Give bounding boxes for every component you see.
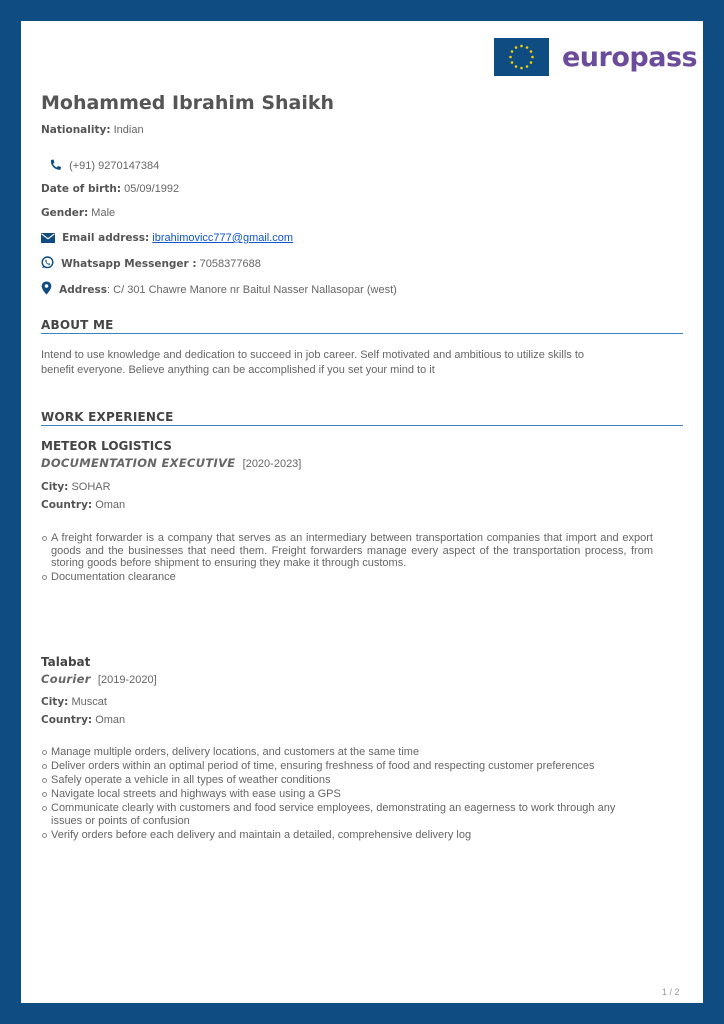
list-item: A freight forwarder is a company that serves as an intermediary between transportation companies that import and export goods and the businesses that need them. Freight forwarders manage every aspect of the transportation process, from storing goods before shipment to ensuring they make it through customs. bbox=[41, 532, 653, 570]
list-item: Manage multiple orders, delivery locations, and customers at the same time bbox=[41, 746, 626, 759]
country-label: Country: bbox=[41, 714, 93, 726]
work-heading: WORK EXPERIENCE bbox=[41, 410, 683, 426]
about-heading: ABOUT ME bbox=[41, 318, 683, 334]
gender-label: Gender: bbox=[41, 207, 89, 219]
gender-line bbox=[41, 207, 115, 219]
job-role bbox=[41, 456, 301, 470]
list-item: Communicate clearly with customers and food service employees, demonstrating an eagerness to work through any issues or points of confusion bbox=[41, 802, 626, 827]
gender-value: Male bbox=[91, 207, 116, 219]
europass-wordmark: europass bbox=[562, 41, 698, 73]
country-label: Country: bbox=[41, 499, 93, 511]
job-dates: [2020-2023] bbox=[242, 458, 302, 470]
job-role bbox=[41, 672, 157, 686]
whatsapp-line bbox=[41, 256, 261, 272]
list-item: Verify orders before each delivery and maintain a detailed, comprehensive delivery log bbox=[41, 829, 626, 842]
eu-flag-icon bbox=[494, 38, 549, 76]
job-title: DOCUMENTATION EXECUTIVE bbox=[41, 456, 236, 470]
email-link[interactable]: ibrahimovicc777@gmail.com bbox=[152, 232, 294, 244]
job-duties-list bbox=[41, 532, 653, 585]
job-country-line bbox=[41, 714, 125, 726]
page-number: 1 / 2 bbox=[662, 987, 680, 997]
europass-logo bbox=[494, 38, 697, 76]
email-line bbox=[41, 232, 293, 246]
job-city-line bbox=[41, 696, 107, 708]
list-item: Safely operate a vehicle in all types of weather conditions bbox=[41, 774, 626, 787]
job-duties-list bbox=[41, 746, 626, 843]
city-value: Muscat bbox=[71, 696, 107, 708]
address-label: Address bbox=[59, 284, 108, 296]
about-text bbox=[41, 348, 681, 378]
whatsapp-label: Whatsapp Messenger : bbox=[61, 258, 197, 270]
phone-value: (+91) 9270147384 bbox=[69, 160, 160, 172]
job-country-line bbox=[41, 499, 125, 511]
job-employer: Talabat bbox=[41, 655, 91, 669]
job-dates: [2019-2020] bbox=[97, 674, 157, 686]
whatsapp-icon bbox=[41, 256, 54, 272]
country-value: Oman bbox=[95, 714, 126, 726]
person-name: Mohammed Ibrahim Shaikh bbox=[41, 92, 335, 114]
address-line bbox=[41, 281, 397, 298]
dob-line bbox=[41, 183, 179, 195]
city-value: SOHAR bbox=[71, 481, 111, 493]
job-title: Courier bbox=[41, 672, 91, 686]
city-label: City: bbox=[41, 696, 69, 708]
whatsapp-value: 7058377688 bbox=[199, 258, 261, 270]
city-label: City: bbox=[41, 481, 69, 493]
list-item: Deliver orders within an optimal period of time, ensuring freshness of food and respecting customer preferences bbox=[41, 760, 626, 773]
map-pin-icon bbox=[41, 281, 52, 298]
phone-icon bbox=[49, 159, 62, 174]
dob-label: Date of birth: bbox=[41, 183, 122, 195]
nationality-label: Nationality: bbox=[41, 124, 111, 136]
envelope-icon bbox=[41, 233, 55, 246]
nationality-line bbox=[41, 124, 144, 136]
list-item: Documentation clearance bbox=[41, 571, 653, 584]
nationality-value: Indian bbox=[113, 124, 144, 136]
list-item: Navigate local streets and highways with ease using a GPS bbox=[41, 788, 626, 801]
email-label: Email address: bbox=[62, 232, 150, 244]
job-city-line bbox=[41, 481, 111, 493]
job-employer: METEOR LOGISTICS bbox=[41, 439, 172, 453]
dob-value: 05/09/1992 bbox=[124, 183, 180, 195]
about-line-2: benefit everyone. Believe anything can be accomplished if you set your mind to it bbox=[41, 364, 435, 376]
about-line-1: Intend to use knowledge and dedication to succeed in job career. Self motivated and ambitious to utilize skills to bbox=[41, 349, 584, 361]
address-value: : C/ 301 Chawre Manore nr Baitul Nasser Nallasopar (west) bbox=[107, 284, 397, 296]
country-value: Oman bbox=[95, 499, 126, 511]
phone-line bbox=[49, 159, 159, 174]
